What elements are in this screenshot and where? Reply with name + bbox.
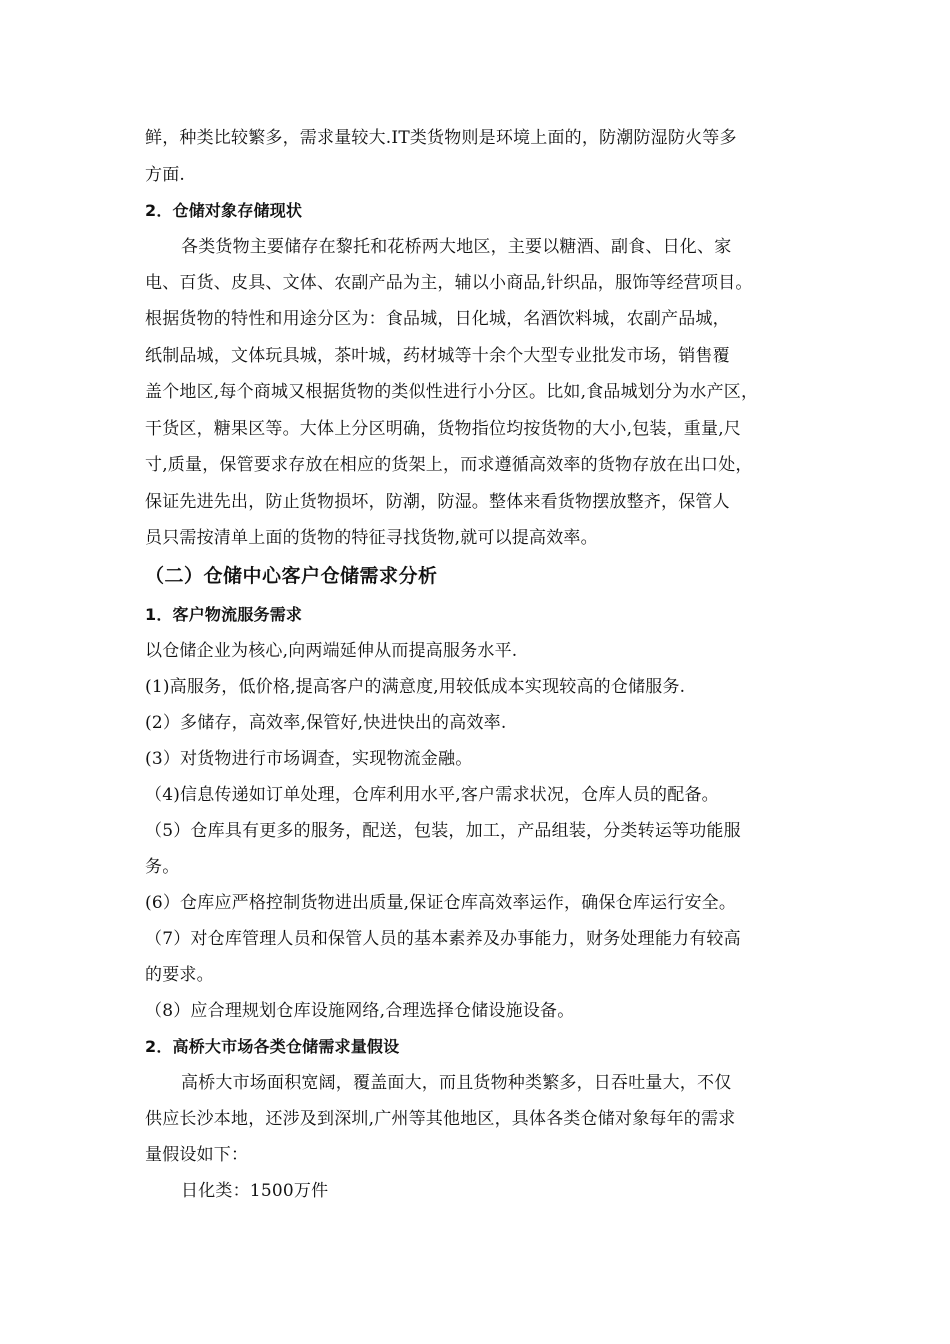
paragraph-line: 各类货物主要储存在黎托和花桥两大地区，主要以糖酒、副食、日化、家 <box>181 237 732 257</box>
paragraph-line: 纸制品城，文体玩具城，茶叶城，药材城等十余个大型专业批发市场，销售覆 <box>145 346 730 366</box>
list-item-continued: 的要求。 <box>145 965 214 985</box>
paragraph-line: 寸,质量，保管要求存放在相应的货架上，而求遵循高效率的货物存放在出口处， <box>145 455 753 475</box>
paragraph-line: 保证先进先出，防止货物损坏，防潮，防湿。整体来看货物摆放整齐，保管人 <box>145 492 730 512</box>
list-item: (1)高服务，低价格,提高客户的满意度,用较低成本实现较高的仓储服务. <box>145 677 686 697</box>
paragraph-line: 电、百货、皮具、文体、农副产品为主，辅以小商品,针织品，服饰等经营项目。 <box>145 273 753 293</box>
paragraph-line: 员只需按清单上面的货物的特征寻找货物,就可以提高效率。 <box>145 528 598 548</box>
daily-use-quantity: 日化类：1500万件 <box>181 1181 329 1201</box>
paragraph-line: 盖个地区,每个商城又根据货物的类似性进行小分区。比如,食品城划分为水产区， <box>145 382 759 402</box>
list-item: (6）仓库应严格控制货物进出质量,保证仓库高效率运作，确保仓库运行安全。 <box>145 893 737 913</box>
list-item: （7）对仓库管理人员和保管人员的基本素养及办事能力，财务处理能力有较高 <box>145 929 741 949</box>
paragraph-line: 根据货物的特性和用途分区为：食品城，日化城，名酒饮料城，农副产品城， <box>145 309 730 329</box>
paragraph-line: 供应长沙本地，还涉及到深圳,广州等其他地区，具体各类仓储对象每年的需求 <box>145 1109 736 1129</box>
paragraph-line: 以仓储企业为核心,向两端延伸从而提高服务水平. <box>145 641 518 661</box>
list-item: (2）多储存，高效率,保管好,快进快出的高效率. <box>145 713 507 733</box>
list-item: （5）仓库具有更多的服务，配送，包装，加工，产品组装，分类转运等功能服 <box>145 821 741 841</box>
section-title: （二）仓储中心客户仓储需求分析 <box>145 565 438 587</box>
paragraph-line: 方面. <box>145 165 186 185</box>
subheading-demand-assumption: 2．高桥大市场各类仓储需求量假设 <box>145 1037 400 1056</box>
paragraph-line: 高桥大市场面积宽阔，覆盖面大，而且货物种类繁多，日吞吐量大，不仅 <box>181 1073 732 1093</box>
list-item: （4)信息传递如订单处理，仓库利用水平,客户需求状况，仓库人员的配备。 <box>145 785 719 805</box>
list-item: (3）对货物进行市场调查，实现物流金融。 <box>145 749 473 769</box>
paragraph-line: 量假设如下： <box>145 1145 249 1165</box>
list-item-continued: 务。 <box>145 857 180 877</box>
subheading-customer-needs: 1．客户物流服务需求 <box>145 605 303 624</box>
list-item: （8）应合理规划仓库设施网络,合理选择仓储设施设备。 <box>145 1001 575 1021</box>
paragraph-line: 鲜，种类比较繁多，需求量较大.IT类货物则是环境上面的，防潮防湿防火等多 <box>145 128 737 148</box>
subheading-storage-status: 2．仓储对象存储现状 <box>145 201 303 220</box>
paragraph-line: 干货区，糖果区等。大体上分区明确，货物指位均按货物的大小,包装，重量,尺 <box>145 419 742 439</box>
